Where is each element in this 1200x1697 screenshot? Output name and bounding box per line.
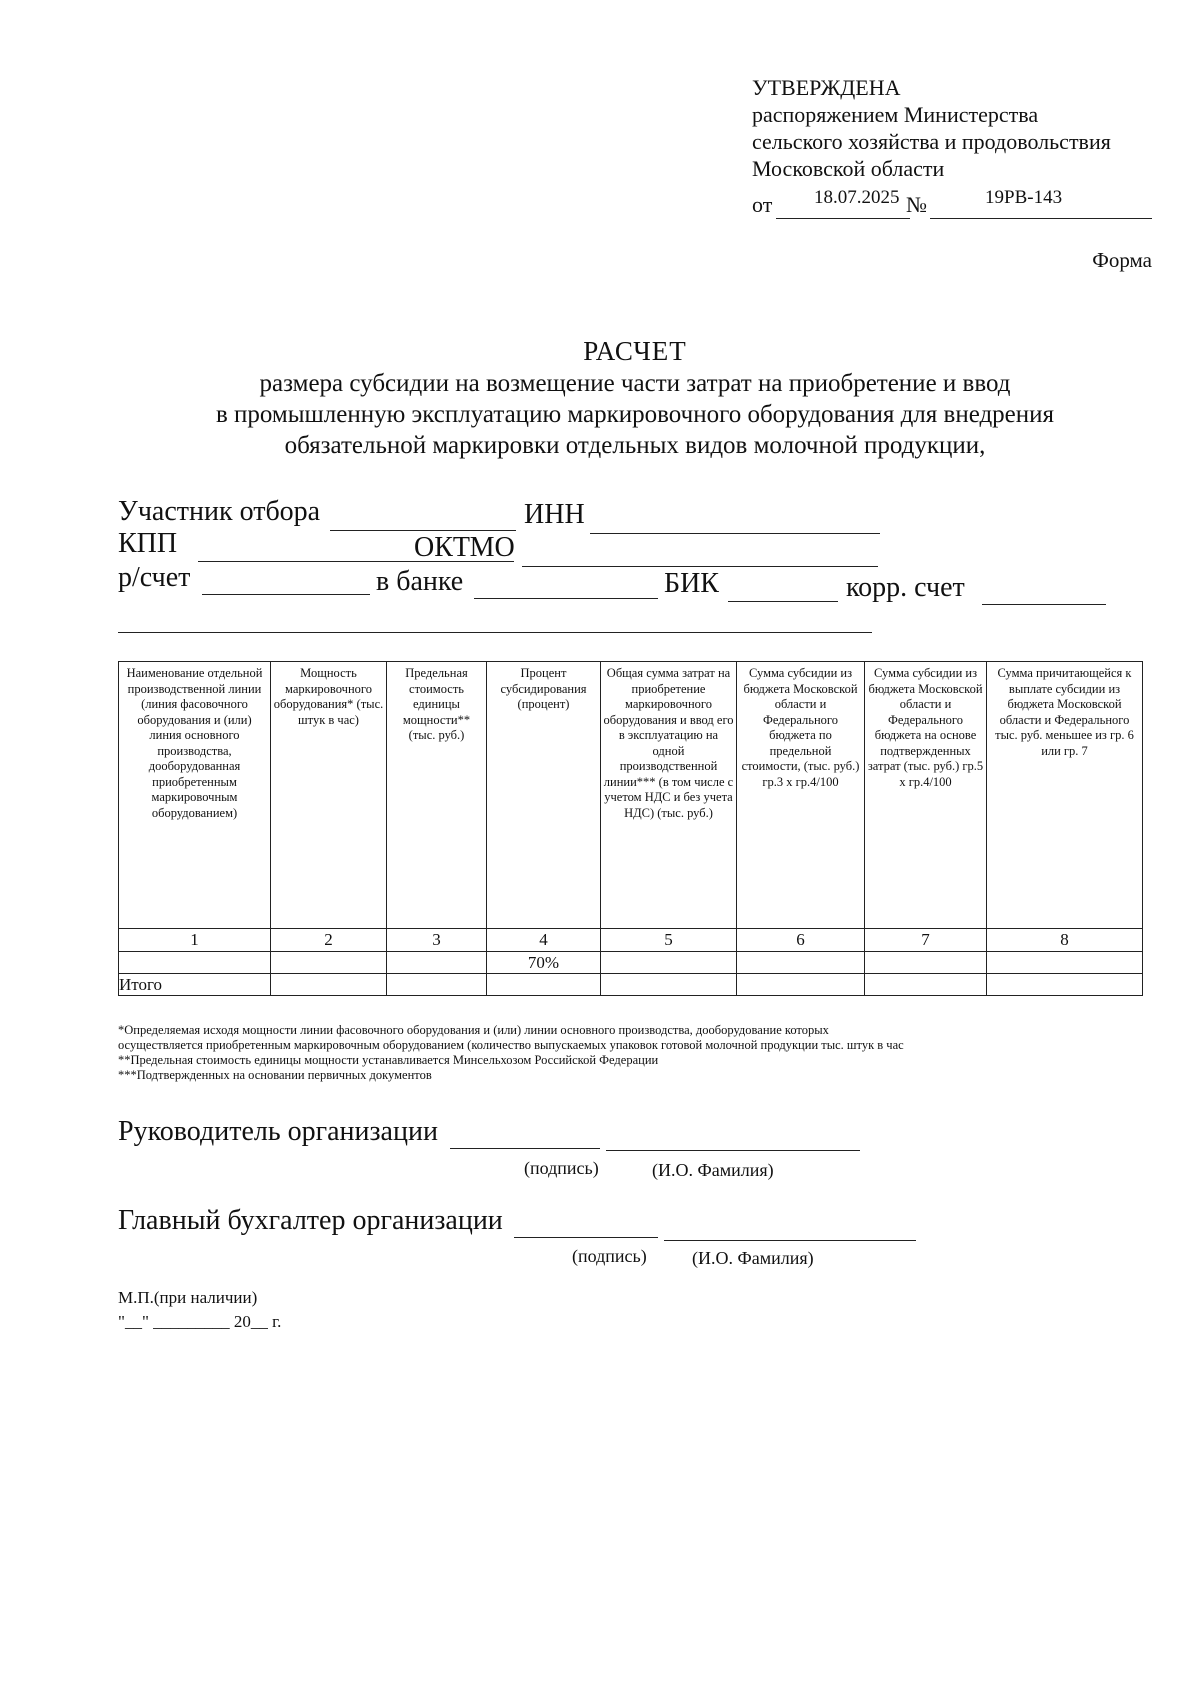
bank-blank[interactable] xyxy=(474,598,658,599)
column-number: 6 xyxy=(737,929,865,952)
column-number: 5 xyxy=(601,929,737,952)
percent-cell: 70% xyxy=(487,952,601,974)
bik-blank[interactable] xyxy=(728,601,838,602)
line-name-cell[interactable] xyxy=(119,952,271,974)
header-cell: Мощность маркировочного оборудования* (тыс. штук в час) xyxy=(271,662,387,929)
inn-blank[interactable] xyxy=(590,533,880,534)
approval-line: распоряжением Министерства xyxy=(752,102,1039,127)
bik-label: БИК xyxy=(664,568,719,599)
accountant-signature-blank[interactable] xyxy=(514,1237,658,1238)
oktmo-label: ОКТМО xyxy=(414,532,515,563)
total-cell[interactable] xyxy=(987,974,1143,996)
subtitle-line: обязательной маркировки отдельных видов молочной продукции, xyxy=(284,432,986,459)
account-blank[interactable] xyxy=(202,594,370,595)
total-cost-cell[interactable] xyxy=(601,952,737,974)
kpp-label: КПП xyxy=(118,528,178,559)
footnote: **Предельная стоимость единицы мощности устанавливается Минсельхозом Российской Федерации xyxy=(118,1053,659,1067)
total-cell[interactable] xyxy=(487,974,601,996)
account-label: р/счет xyxy=(118,562,191,593)
document-title: РАСЧЕТ xyxy=(583,336,687,366)
number-underline xyxy=(930,218,1152,219)
corr-account-label: корр. счет xyxy=(846,572,965,603)
header-cell: Общая сумма затрат на приобретение маркировочного оборудования и ввод его в эксплуатацию на одной производственной линии*** (в том числе с учетом НДС и без учета НДС) (тыс. руб.) xyxy=(601,662,737,929)
column-number-row xyxy=(119,929,1143,952)
inn-label: ИНН xyxy=(524,499,585,530)
head-signature-blank[interactable] xyxy=(450,1148,600,1149)
name-caption: (И.О. Фамилия) xyxy=(652,1160,774,1180)
date-prefix: от xyxy=(752,192,773,217)
header-cell: Наименование отдельной производственной линии (линия фасовочного оборудования и (или) линия основного производства, дооборудованная приобретенным маркировочным оборудованием) xyxy=(119,662,271,929)
approval-title: УТВЕРЖДЕНА xyxy=(752,75,901,100)
head-name-blank[interactable] xyxy=(606,1150,860,1151)
subsidy-payable-cell[interactable] xyxy=(987,952,1143,974)
total-row xyxy=(119,974,1143,996)
footnote: осуществляется приобретенным маркировочным оборудованием (количество выпускаемых упаковок готовой молочной продукции тыс. штук в час xyxy=(118,1038,904,1052)
subtitle-line: в промышленную эксплуатацию маркировочного оборудования для внедрения xyxy=(215,401,1055,428)
total-cell[interactable] xyxy=(387,974,487,996)
column-number: 2 xyxy=(271,929,387,952)
approval-date: 18.07.2025 xyxy=(814,187,900,208)
total-label: Итого xyxy=(119,974,271,996)
table-header-row xyxy=(119,662,1143,929)
total-cell[interactable] xyxy=(271,974,387,996)
signature-caption: (подпись) xyxy=(572,1246,647,1266)
column-number: 8 xyxy=(987,929,1143,952)
column-number: 4 xyxy=(487,929,601,952)
column-number: 3 xyxy=(387,929,487,952)
header-cell: Сумма субсидии из бюджета Московской области и Федерального бюджета на основе подтвержденных затрат (тыс. руб.) гр.5 х гр.4/100 xyxy=(865,662,987,929)
stamp-label: М.П.(при наличии) xyxy=(118,1288,258,1307)
column-number: 7 xyxy=(865,929,987,952)
header-cell: Сумма субсидии из бюджета Московской области и Федерального бюджета по предельной стоимости, (тыс. руб.) гр.3 х гр.4/100 xyxy=(737,662,865,929)
capacity-cell[interactable] xyxy=(271,952,387,974)
header-cell: Предельная стоимость единицы мощности** (тыс. руб.) xyxy=(387,662,487,929)
header-cell: Сумма причитающейся к выплате субсидии из бюджета Московской области и Федерального тыс. руб. меньшее из гр. 6 или гр. 7 xyxy=(987,662,1143,929)
accountant-name-blank[interactable] xyxy=(664,1240,916,1241)
participant-blank[interactable] xyxy=(330,530,516,531)
subtitle-line: размера субсидии на возмещение части затрат на приобретение и ввод xyxy=(259,370,1011,397)
participant-label: Участник отбора xyxy=(118,496,321,527)
corr-account-blank[interactable] xyxy=(982,604,1106,605)
bank-label: в банке xyxy=(376,566,464,597)
total-cell[interactable] xyxy=(865,974,987,996)
document-subtitle xyxy=(120,368,1150,461)
approval-line: Московской области xyxy=(752,156,945,181)
total-cell[interactable] xyxy=(737,974,865,996)
subsidy-limit-cell[interactable] xyxy=(737,952,865,974)
name-caption: (И.О. Фамилия) xyxy=(692,1248,814,1268)
footnote: *Определяемая исходя мощности линии фасовочного оборудования и (или) линии основного производства, дооборудование которых xyxy=(118,1023,829,1037)
total-cell[interactable] xyxy=(601,974,737,996)
approval-line: сельского хозяйства и продовольствия xyxy=(752,129,1111,154)
extra-blank-line[interactable] xyxy=(118,632,872,633)
form-label: Форма xyxy=(1092,248,1152,272)
number-prefix: № xyxy=(906,192,927,217)
unit-cost-cell[interactable] xyxy=(387,952,487,974)
subsidy-confirmed-cell[interactable] xyxy=(865,952,987,974)
head-label: Руководитель организации xyxy=(118,1116,438,1147)
header-cell: Процент субсидирования (процент) xyxy=(487,662,601,929)
footnote: ***Подтвержденных на основании первичных документов xyxy=(118,1068,432,1082)
oktmo-blank[interactable] xyxy=(522,566,878,567)
date-underline xyxy=(776,218,910,219)
stamp-date: "__" _________ 20__ г. xyxy=(118,1312,282,1331)
column-number: 1 xyxy=(119,929,271,952)
approval-number: 19РВ-143 xyxy=(985,187,1063,208)
accountant-label: Главный бухгалтер организации xyxy=(118,1205,503,1236)
footnotes xyxy=(118,1023,1168,1083)
subsidy-table xyxy=(118,661,1143,996)
table-row xyxy=(119,952,1143,974)
approval-block xyxy=(752,74,1111,182)
signature-caption: (подпись) xyxy=(524,1158,599,1178)
